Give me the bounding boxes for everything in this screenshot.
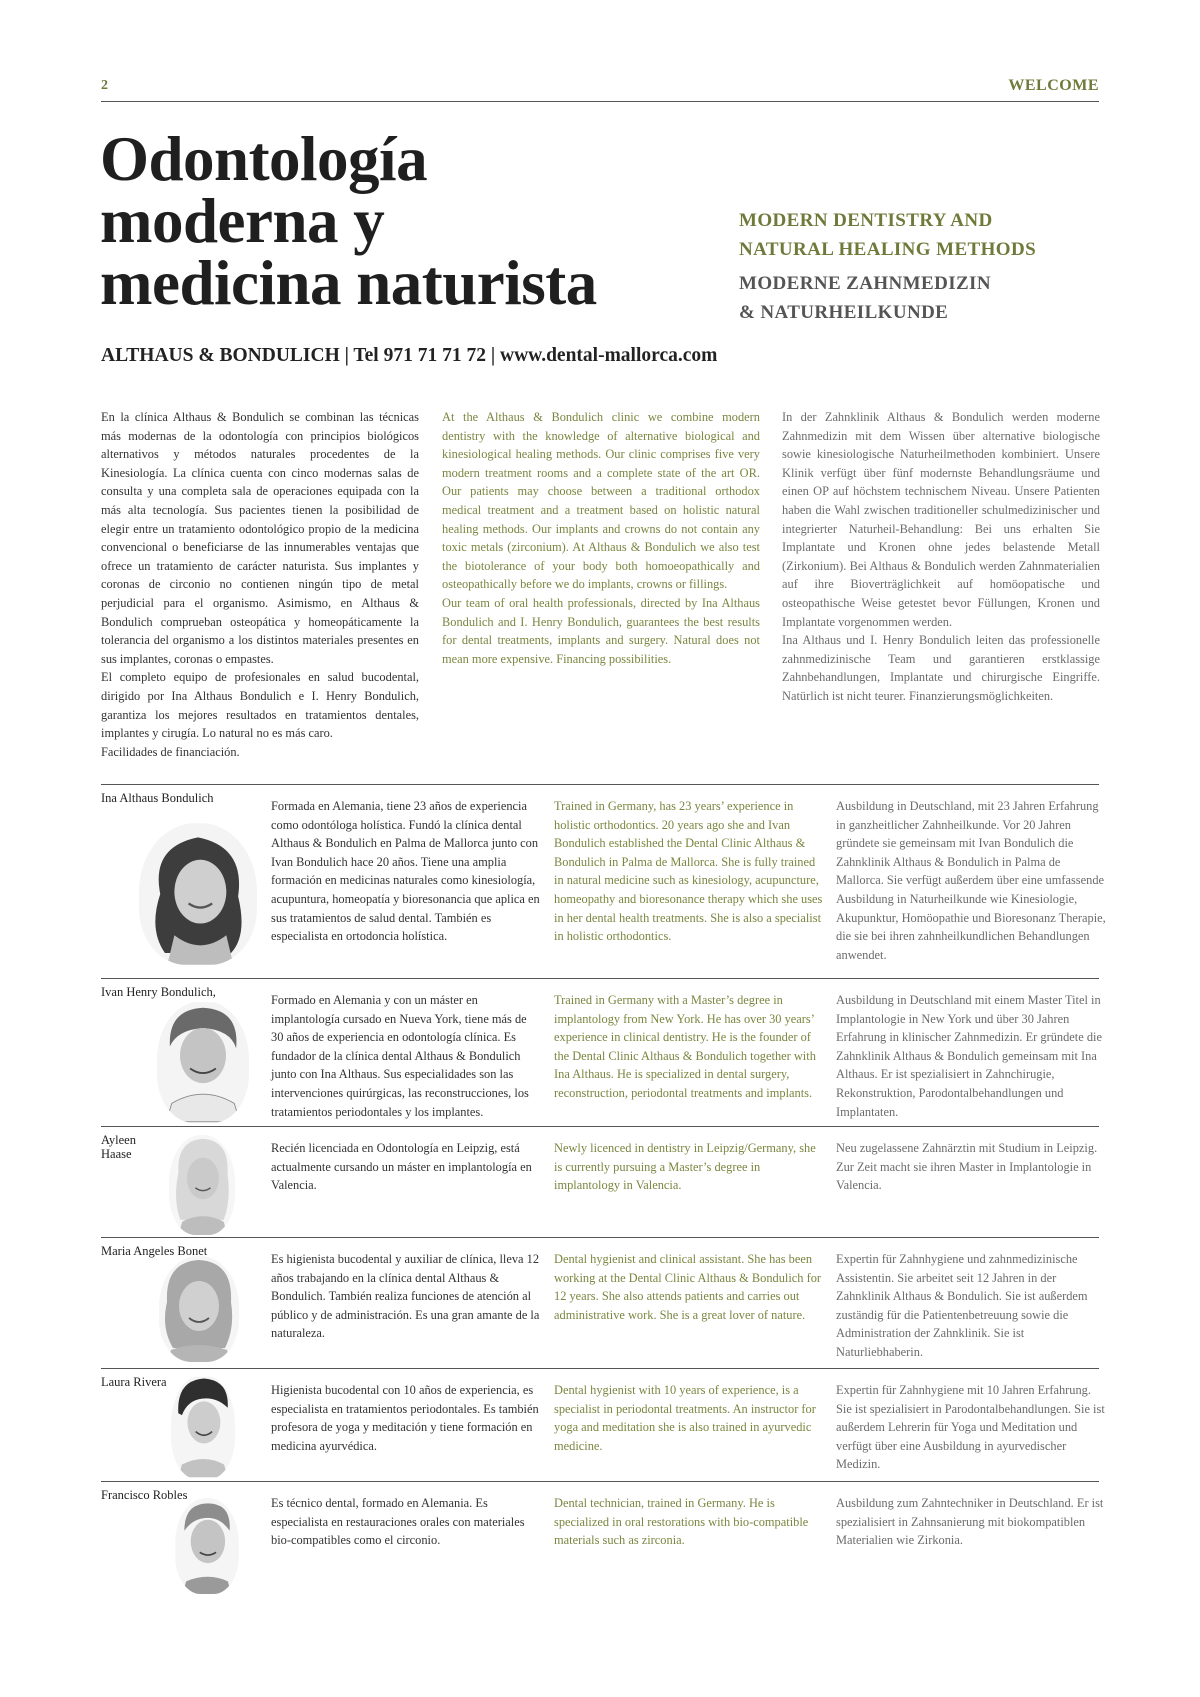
- team-bio-english: Trained in Germany with a Master’s degree in implantology from New York. He has over 30 years’ experience in clinical dentistry. He is the founder of the Dental Clinic Althaus & Bondulich together with Ina Althaus. He is specialized in dental surgery, reconstruction, periodontal treatments and implants.: [554, 993, 816, 1100]
- team-bio-german: Expertin für Zahnhygiene und zahnmedizinische Assistentin. Sie arbeitet seit 12 Jahren in der Zahnklinik Althaus & Bondulich. Sie ist außerdem zuständig für die Patientenbetreuung sowie die Administration der Zahnklinik. Sie ist Naturliebhaberin.: [836, 1252, 1088, 1359]
- subtitle-line: NATURAL HEALING METHODS: [739, 239, 1037, 260]
- intro-german: [782, 408, 1100, 706]
- intro-paragraph: Ina Althaus und I. Henry Bondulich leiten das professionelle zahnmedizinische Team und garantieren erstklassige Zahnbehandlungen, Implantate und chirurgische Eingriffe. Natürlich ist nicht teurer. Finanzierungsmöglichkeiten.: [782, 633, 1100, 703]
- portrait-icon: [139, 823, 257, 965]
- subtitle-german: [739, 269, 1099, 327]
- team-member-row: [101, 1368, 1105, 1481]
- portrait-photo: [175, 1498, 239, 1594]
- team-member-name: Francisco Robles: [101, 1488, 188, 1502]
- portrait-icon: [159, 1256, 239, 1362]
- subtitle-line: & NATURHEILKUNDE: [739, 302, 949, 323]
- page-header: [101, 76, 1099, 102]
- portrait-icon: [175, 1498, 239, 1594]
- team-bio-spanish: Higienista bucodental con 10 años de experiencia, es especialista en tratamientos periodontales. Es también profesora de yoga y meditación y tiene formación en medicina ayurvédica.: [271, 1383, 539, 1453]
- intro-paragraph: El completo equipo de profesionales en salud bucodental, dirigido por Ina Althaus Bondulich e I. Henry Bondulich, garantiza los mejores resultados en tratamientos dentales, implantes y cirugía. Lo natural no es más caro.: [101, 670, 419, 741]
- team-bio-german: Expertin für Zahnhygiene mit 10 Jahren Erfahrung. Sie ist spezialisiert in Parodontalbehandlungen. Sie ist außerdem Lehrerin für Yoga und Meditation und verfügt über eine Ausbildung in ayurvedischer Medizin.: [836, 1383, 1105, 1472]
- team-member-row: [101, 1481, 1104, 1601]
- intro-paragraph: En la clínica Althaus & Bondulich se combinan las técnicas más modernas de la odontología con principios biológicos alternativos y métodos naturales procedentes de la Kinesiología. La clínica cuenta con cinco modernas salas de consulta y una completa sala de operaciones equipada con la más alta tecnología. Sus pacientes tienen la posibilidad de elegir entre un tratamiento odontológico propio de la medicina convencional o beneficiarse de las innumerables ventajas que ofrece un tratamiento de carácter naturista. Sus implantes y coronas de circonio no contienen ningún tipo de metal perjudicial para el organismo. Asimismo, en Althaus & Bondulich comprueban osteopática y homeopáticamente la tolerancia del organismo a los distintos materiales presentes en sus implantes, coronas o empastes.: [101, 410, 419, 666]
- portrait-icon: [169, 1135, 235, 1235]
- team-bio-spanish: Es técnico dental, formado en Alemania. Es especialista en restauraciones orales con materiales bio-compatibles como el circonio.: [271, 1496, 525, 1548]
- team-member-name: Laura Rivera: [101, 1375, 167, 1389]
- main-title: [100, 124, 720, 318]
- team-bio-spanish: Formada en Alemania, tiene 23 años de experiencia como odontóloga holística. Fundó la clínica dental Althaus & Bondulich en Palma de Mallorca junto con Ivan Bondulich hace 20 años. Tiene una amplia formación en medicinas naturales como kinesiología, acupuntura, homeopatía y bioresonancia que aplica en sus tratamientos de salud dental. También es especialista en ortodoncia holística.: [271, 799, 540, 944]
- team-member-row: [101, 1237, 1099, 1368]
- section-label: WELCOME: [1008, 77, 1099, 94]
- portrait-photo: [159, 1256, 239, 1362]
- team-bio-english: Dental hygienist with 10 years of experience, is a specialist in periodontal treatments. An instructor for yoga and meditation she is also trained in ayurvedic medicine.: [554, 1383, 816, 1453]
- portrait-photo: [171, 1375, 235, 1479]
- intro-paragraph: In der Zahnklinik Althaus & Bondulich werden moderne Zahnmedizin mit dem Wissen über alternative biologische sowie kinesiologische Naturheilmethoden kombiniert. Unsere Klinik verfügt über fünf modernste Behandlungsräume und einen OP auf höchstem technischem Niveau. Unsere Patienten haben die Wahl zwischen traditioneller schulmedizinischer und integrierter Naturheil-Behandlung: Bei uns erhalten Sie Implantate und Kronen ohne jedes belastende Metall (Zirkonium). Bei Althaus & Bondulich werden Zahnmaterialien auf ihre Bioverträglichkeit auf homöopatische und osteopathische Weise getestet bevor Füllungen, Kronen und Implantate vorgenommen werden.: [782, 410, 1100, 629]
- team-bio-german: Ausbildung in Deutschland mit einem Master Titel in Implantologie in New York und über 30 Jahren Erfahrung in klinischer Zahnmedizin. Er gründete die Zahnklinik Althaus & Bondulich gemeinsam mit Ina Althaus. Er ist spezialisiert in Zahnchirugie, Rekonstruktion, Parodontalbehandlungen und Implantaten.: [836, 993, 1102, 1119]
- portrait-photo: [139, 823, 257, 965]
- team-member-row: [101, 1126, 1099, 1237]
- title-line: Odontología: [100, 124, 428, 194]
- team-member-name: Ina Althaus Bondulich: [101, 791, 214, 805]
- team-bio-english: Dental hygienist and clinical assistant. She has been working at the Dental Clinic Althaus & Bondulich for 12 years. She also attends patients and carries out administrative work. She is a great lover of nature.: [554, 1252, 822, 1322]
- team-member-row: [101, 978, 1102, 1126]
- team-bio-english: Trained in Germany, has 23 years’ experience in holistic orthodontics. 20 years ago she and Ivan Bondulich established the Dental Clinic Althaus & Bondulich in Palma de Mallorca. She is fully trained in natural medicine such as kinesiology, acupuncture, homeopathy and bioresonance therapy which she uses in her dental health treatments. She is also a specialist in holistic orthodontics.: [554, 799, 823, 944]
- team-bio-english: Dental technician, trained in Germany. He is specialized in oral restorations with bio-compatible materials such as zirconia.: [554, 1496, 809, 1548]
- title-line: medicina naturista: [100, 248, 597, 318]
- team-bio-spanish: Recién licenciada en Odontología en Leipzig, está actualmente cursando un máster en implantología en Valencia.: [271, 1141, 532, 1193]
- portrait-icon: [157, 1001, 249, 1123]
- subtitles: [739, 206, 1099, 327]
- team-bio-spanish: Es higienista bucodental y auxiliar de clínica, lleva 12 años trabajando en la clínica dental Althaus & Bondulich. También realiza funciones de atención al público y de administración. Es una gran amante de la naturaleza.: [271, 1252, 540, 1341]
- page-number: 2: [101, 78, 108, 93]
- intro-english: [442, 408, 760, 668]
- intro-spanish: [101, 408, 419, 761]
- intro-paragraph: Facilidades de financiación.: [101, 744, 240, 759]
- contact-line: ALTHAUS & BONDULICH | Tel 971 71 71 72 | www.dental-mallorca.com: [101, 345, 718, 366]
- intro-paragraph: At the Althaus & Bondulich clinic we combine modern dentistry with the knowledge of alternative biological and kinesiological healing methods. Our clinic comprises five very modern treatment rooms and a complete state of the art OR. Our patients may choose between a traditional orthodox medical treatment and a treatment based on holistic natural healing methods. Our implants and crowns do not contain any toxic metals (zirconium). At Althaus & Bondulich we also test the biotolerance of your body both homoeopathically and osteopathically before we do implants, crowns or fillings.: [442, 410, 760, 592]
- subtitle-english: [739, 206, 1099, 264]
- team-member-name: Ivan Henry Bondulich,: [101, 985, 216, 999]
- subtitle-line: MODERNE ZAHNMEDIZIN: [739, 273, 991, 294]
- team-bio-english: Newly licenced in dentistry in Leipzig/Germany, she is currently pursuing a Master’s degree in implantology in Valencia.: [554, 1141, 816, 1193]
- team-bio-spanish: Formado en Alemania y con un máster en implantología cursado en Nueva York, tiene más de 30 años de experiencia en odontología clínica. Es fundador de la clínica dental Althaus & Bondulich junto con Ina Althaus. Sus especialidades son las intervenciones quirúrgicas, las reconstrucciones, los tratamientos periodontales y los implantes.: [271, 993, 529, 1119]
- portrait-icon: [171, 1375, 235, 1479]
- title-line: moderna y: [100, 186, 385, 256]
- portrait-photo: [157, 1001, 249, 1123]
- portrait-photo: [169, 1135, 235, 1235]
- intro-paragraph: Our team of oral health professionals, directed by Ina Althaus Bondulich and I. Henry Bondulich, guarantees the best results for dental treatments, implants and surgery. Natural does not mean more expensive. Financing possibilities.: [442, 595, 760, 666]
- team-bio-german: Ausbildung in Deutschland, mit 23 Jahren Erfahrung in ganzheitlicher Zahnheilkunde. Vor 20 Jahren gründete sie gemeinsam mit Ivan Bondulich die Zahnklinik Althaus & Bondulich in Palma de Mallorca. Sie verfügt außerdem über eine umfassende Ausbildung in Naturheilkunde wie Kinesiologie, Akupunktur, Homöopathie und Bioresonanz Therapie, die sie bei ihren zahnheilkundlichen Behandlungen anwendet.: [836, 799, 1106, 962]
- team-member-name: Maria Angeles Bonet: [101, 1244, 208, 1258]
- subtitle-line: MODERN DENTISTRY AND: [739, 210, 993, 231]
- team-member-row: [101, 784, 1106, 978]
- team-bio-german: Ausbildung zum Zahntechniker in Deutschland. Er ist spezialisiert in Zahnsanierung mit biokompatiblen Materialien wie Zirkonia.: [836, 1496, 1104, 1548]
- team-member-name: Ayleen Haase: [101, 1133, 136, 1161]
- team-bio-german: Neu zugelassene Zahnärztin mit Studium in Leipzig. Zur Zeit macht sie ihren Master in Implantologie in Valencia.: [836, 1141, 1098, 1193]
